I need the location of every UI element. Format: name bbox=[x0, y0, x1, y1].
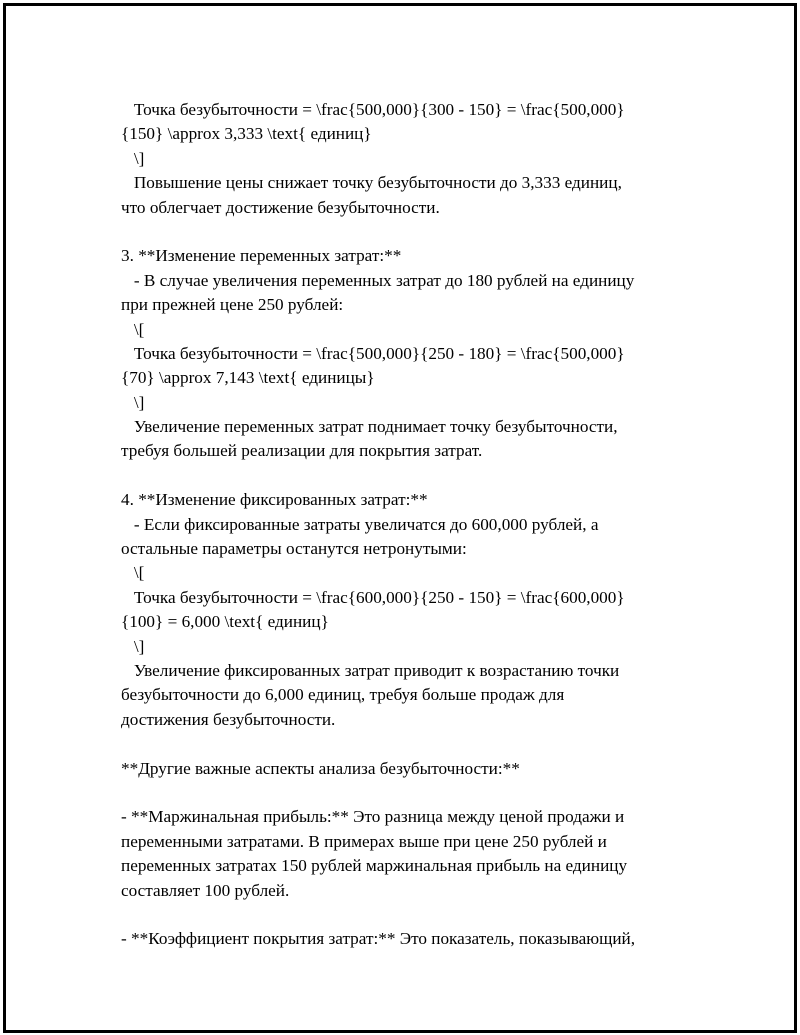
text-line: переменных затратах 150 рублей маржинальная прибыль на единицу bbox=[121, 856, 628, 876]
text-line: при прежней цене 250 рублей: bbox=[121, 295, 344, 315]
text-line: требуя большей реализации для покрытия затрат. bbox=[121, 441, 483, 461]
text-line: 4. **Изменение фиксированных затрат:** bbox=[121, 490, 428, 510]
page-frame bbox=[3, 3, 797, 1033]
text-line: достижения безубыточности. bbox=[121, 709, 336, 729]
text-line: Точка безубыточности = \frac{600,000}{250 - 150} = \frac{600,000} bbox=[121, 587, 625, 607]
text-line: переменными затратами. В примерах выше при цене 250 рублей и bbox=[121, 831, 607, 851]
text-line: \] bbox=[121, 636, 145, 656]
text-line: 3. **Изменение переменных затрат:** bbox=[121, 246, 402, 266]
text-line: Увеличение фиксированных затрат приводит к возрастанию точки bbox=[121, 660, 620, 680]
text-line: остальные параметры останутся нетронутыми: bbox=[121, 539, 467, 559]
blank-line bbox=[121, 781, 701, 805]
text-line: \] bbox=[121, 392, 145, 412]
text-line: {150} \approx 3,333 \text{ единиц} bbox=[121, 124, 372, 144]
text-line: Точка безубыточности = \frac{500,000}{300 - 150} = \frac{500,000} bbox=[121, 100, 625, 119]
text-line: \] bbox=[121, 148, 145, 168]
blank-line bbox=[121, 903, 701, 927]
text-line: - **Коэффициент покрытия затрат:** Это показатель, показывающий, bbox=[121, 929, 636, 949]
text-line: \[ bbox=[121, 319, 145, 339]
text-line: - **Маржинальная прибыль:** Это разница между ценой продажи и bbox=[121, 807, 625, 827]
text-line: \[ bbox=[121, 563, 145, 583]
text-line: составляет 100 рублей. bbox=[121, 880, 290, 900]
text-line: - В случае увеличения переменных затрат до 180 рублей на единицу bbox=[121, 270, 635, 290]
text-line: {100} = 6,000 \text{ единиц} bbox=[121, 612, 329, 632]
blank-line bbox=[121, 464, 701, 488]
text-line: безубыточности до 6,000 единиц, требуя больше продаж для bbox=[121, 685, 565, 705]
text-line: **Другие важные аспекты анализа безубыточности:** bbox=[121, 758, 520, 778]
text-line: Увеличение переменных затрат поднимает точку безубыточности, bbox=[121, 417, 618, 437]
text-line: Повышение цены снижает точку безубыточности до 3,333 единиц, bbox=[121, 173, 622, 193]
blank-line bbox=[121, 220, 701, 244]
text-line: Точка безубыточности = \frac{500,000}{250 - 180} = \frac{500,000} bbox=[121, 343, 625, 363]
text-line: {70} \approx 7,143 \text{ единицы} bbox=[121, 368, 375, 388]
text-line: - Если фиксированные затраты увеличатся до 600,000 рублей, а bbox=[121, 514, 599, 534]
text-line: что облегчает достижение безубыточности. bbox=[121, 197, 440, 217]
document-body bbox=[121, 98, 701, 952]
blank-line bbox=[121, 732, 701, 756]
